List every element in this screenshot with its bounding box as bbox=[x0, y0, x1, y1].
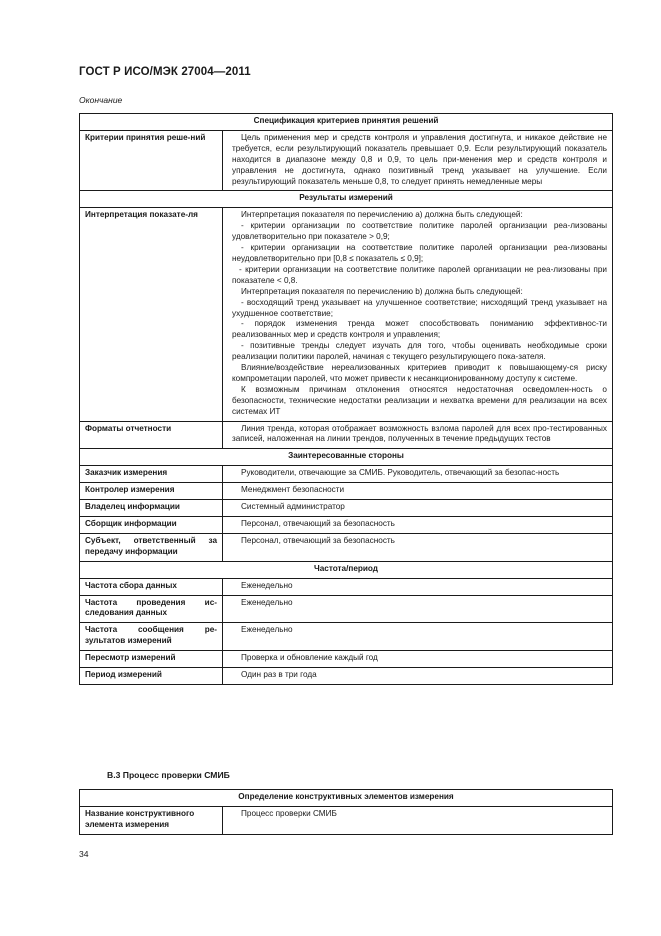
table-row bbox=[80, 806, 613, 834]
interpretation-paragraph: - позитивные тренды следует изучать для того, чтобы оценивать необходимые сроки реализации политики паролей, начиная с текущего результирующего пока-зателя. bbox=[232, 341, 607, 362]
interpretation-paragraph: - критерии организации на соответствие политике паролей организации реа-лизованы неудовлетворительно при [0,8 ≤ показатель ≤ 0,9]; bbox=[232, 243, 607, 263]
table-row bbox=[80, 421, 613, 449]
interpretation-paragraph: К возможным причинам отклонения относятся недостаточная осведомлен-ность о безопасности, технические недостатки реализации и нехватка времени для реализации на всех системах ИТ bbox=[232, 384, 607, 416]
section-construct-definition: Определение конструктивных элементов измерения bbox=[80, 790, 613, 807]
interpretation-paragraph: - критерии организации на соответствие политике паролей организации не реа-лизованы при показателе < 0,8. bbox=[232, 264, 607, 285]
row-value: Персонал, отвечающий за безопасность bbox=[223, 517, 613, 534]
row-value: Один раз в три года bbox=[223, 668, 613, 685]
table-row bbox=[80, 578, 613, 595]
row-value bbox=[223, 208, 613, 421]
table-row bbox=[80, 668, 613, 685]
row-label: Период измерений bbox=[80, 668, 223, 685]
row-value bbox=[223, 421, 613, 449]
table-row bbox=[80, 651, 613, 668]
interpretation-paragraph: Влияние/воздействие нереализованных критериев приводит к повышающему-ся риску компрометации паролей, что может привести к несанкционированному доступу к системе. bbox=[232, 363, 607, 383]
row-value: Персонал, отвечающий за безопасность bbox=[223, 533, 613, 561]
interpretation-paragraph: - порядок изменения тренда может способствовать пониманию эффективнос-ти реализованных мер и средств контроля и управления; bbox=[232, 319, 607, 340]
table-row bbox=[80, 130, 613, 191]
row-value: Еженедельно bbox=[223, 578, 613, 595]
section-header-row bbox=[80, 449, 613, 466]
row-value: Еженедельно bbox=[223, 595, 613, 623]
row-label: Владелец информации bbox=[80, 500, 223, 517]
row-label: Частота проведения ис-следования данных bbox=[80, 595, 223, 623]
section-b3-title: В.3 Процесс проверки СМИБ bbox=[107, 770, 230, 780]
row-label: Контролер измерения bbox=[80, 483, 223, 500]
interpretation-paragraph: - критерии организации по соответствие политике паролей организации реа-лизованы удовлетворительно при показателе > 0,9; bbox=[232, 221, 607, 242]
row-label: Интерпретация показате-ля bbox=[80, 208, 223, 421]
row-value: Проверка и обновление каждый год bbox=[223, 651, 613, 668]
table-continued-label: Окончание bbox=[79, 95, 123, 105]
row-value: Менеджмент безопасности bbox=[223, 483, 613, 500]
stakeholder-value: Руководители, отвечающие за СМИБ. Руководитель, отвечающий за безопас-ность bbox=[241, 468, 560, 478]
interpretation-paragraph: - восходящий тренд указывает на улучшенное соответствие; нисходящий тренд указывает на ухудшенное соответствие; bbox=[232, 297, 607, 318]
row-label: Форматы отчетности bbox=[80, 421, 223, 449]
table-row bbox=[80, 595, 613, 623]
section-header-row bbox=[80, 790, 613, 807]
report-formats-text: Линия тренда, которая отображает возможность взлома паролей для всех про-тестированных записей, наложенная на линии трендов, полученных в течение предыдущих тестов bbox=[232, 423, 607, 444]
row-label: Сборщик информации bbox=[80, 517, 223, 534]
table-row bbox=[80, 533, 613, 561]
row-value: Еженедельно bbox=[223, 623, 613, 651]
row-value: Системный администратор bbox=[223, 500, 613, 517]
row-label: Частота сбора данных bbox=[80, 578, 223, 595]
section-stakeholders: Заинтересованные стороны bbox=[80, 449, 613, 466]
row-label: Частота сообщения ре-зультатов измерений bbox=[80, 623, 223, 651]
construct-definition-table bbox=[79, 789, 613, 835]
decision-criteria-text: Цель применения мер и средств контроля и управления достигнута, и никакое действие не требуется, если результирующий показатель превышает 0,9. Если результирующий показатель находится в диапазоне между 0,8 и 0,9, то цель при-менения мер и средств контроля и управления не достигнута, однако позитивный тренд указывает на улучшение. Если результирующий показатель меньше 0,8, то следует принять немедленные меры bbox=[232, 132, 607, 186]
table-row bbox=[80, 623, 613, 651]
row-label: Пересмотр измерений bbox=[80, 651, 223, 668]
row-label: Субъект, ответственный за передачу информации bbox=[80, 533, 223, 561]
row-value bbox=[223, 130, 613, 191]
row-label: Заказчик измерения bbox=[80, 466, 223, 483]
table-row bbox=[80, 500, 613, 517]
measurement-spec-table bbox=[79, 113, 613, 685]
section-frequency: Частота/период bbox=[80, 561, 613, 578]
table-row bbox=[80, 483, 613, 500]
section-header-row bbox=[80, 561, 613, 578]
section-measurement-results: Результаты измерений bbox=[80, 191, 613, 208]
section-decision-criteria: Спецификация критериев принятия решений bbox=[80, 114, 613, 131]
page-number: 34 bbox=[79, 849, 89, 859]
section-header-row bbox=[80, 114, 613, 131]
table-row bbox=[80, 517, 613, 534]
row-value: Процесс проверки СМИБ bbox=[223, 806, 613, 834]
row-value bbox=[223, 466, 613, 483]
table-row bbox=[80, 466, 613, 483]
interpretation-paragraph: Интерпретация показателя по перечислению b) должна быть следующей: bbox=[241, 286, 523, 296]
row-label: Название конструктивного элемента измерения bbox=[80, 806, 223, 834]
section-header-row bbox=[80, 191, 613, 208]
table-row bbox=[80, 208, 613, 421]
interpretation-paragraph: Интерпретация показателя по перечислению а) должна быть следующей: bbox=[241, 210, 523, 220]
row-label: Критерии принятия реше-ний bbox=[80, 130, 223, 191]
document-header-title: ГОСТ Р ИСО/МЭК 27004—2011 bbox=[79, 66, 251, 78]
